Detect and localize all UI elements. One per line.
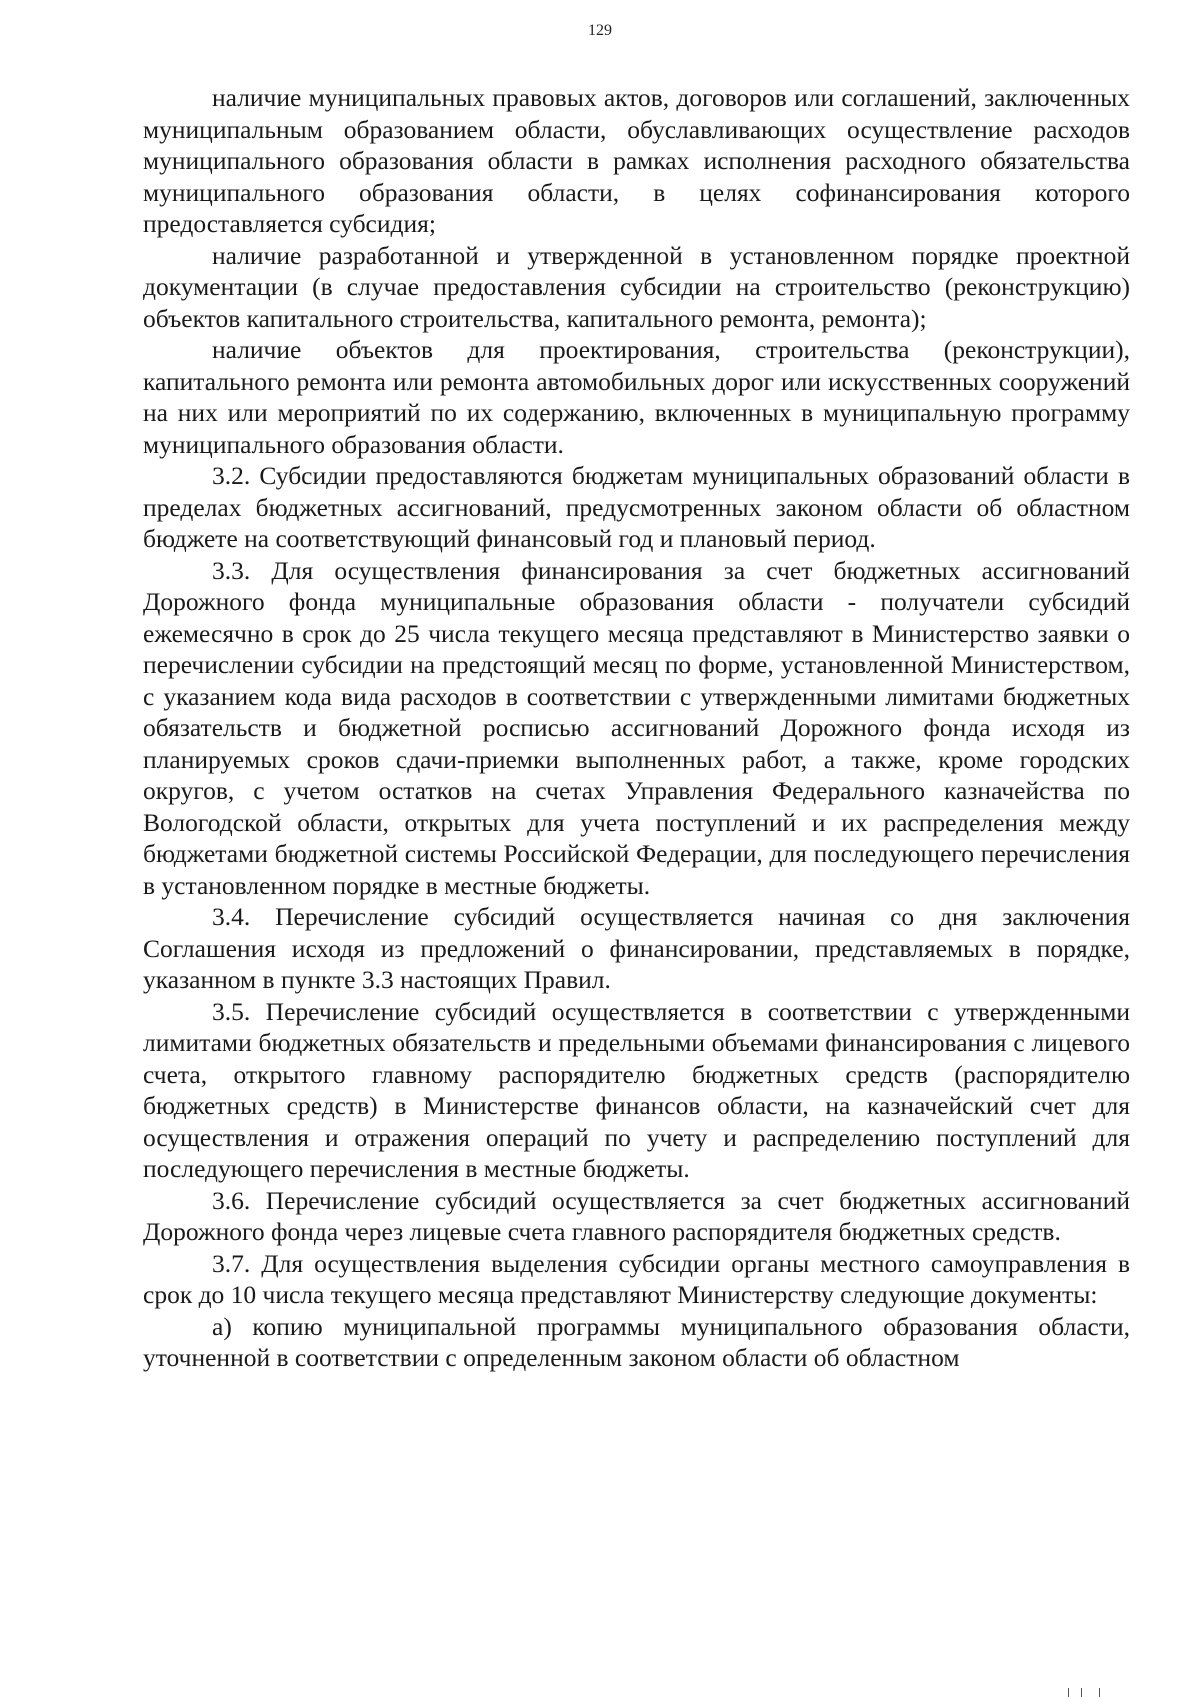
paragraph-3-7: 3.7. Для осуществления выделения субсидии органы местного самоуправления в срок до 10 числа текущего месяца представляют Министерству следующие документы: bbox=[143, 1248, 1130, 1309]
scan-edge-mark bbox=[1068, 1688, 1100, 1697]
paragraph-legal-acts: наличие муниципальных правовых актов, договоров или соглашений, заключенных муниципальным образованием области, обуславливающих осуществление расходов муниципального образования области в рамках исполнения расходного обязательства муниципального образования области, в целях софинансирования которого предоставляется субсидия; bbox=[143, 83, 1130, 238]
paragraph-3-3: 3.3. Для осуществления финансирования за счет бюджетных ассигнований Дорожного фонда муниципальные образования области - получатели субсидий ежемесячно в срок до 25 числа текущего месяца представляют в Министерство заявки о перечислении субсидии на предстоящий месяц по форме, установленной Министерством, с указанием кода вида расходов в соответствии с утвержденными лимитами бюджетных обязательств и бюджетной росписью ассигнований Дорожного фонда исходя из планируемых сроков сдачи-приемки выполненных работ, а также, кроме городских округов, с учетом остатков на счетах Управления Федерального казначейства по Вологодской области, открытых для учета поступлений и их распределения между бюджетами бюджетной системы Российской Федерации, для последующего перечисления в установленном порядке в местные бюджеты. bbox=[143, 555, 1130, 900]
paragraph-3-4: 3.4. Перечисление субсидий осуществляется начиная со дня заключения Соглашения исходя из предложений о финансировании, представляемых в порядке, указанном в пункте 3.3 настоящих Правил. bbox=[143, 902, 1130, 994]
paragraph-road-objects: наличие объектов для проектирования, строительства (реконструкции), капитального ремонта или ремонта автомобильных дорог или искусственных сооружений на них или мероприятий по их содержанию, включенных в муниципальную программу муниципального образования области. bbox=[143, 335, 1130, 459]
page-number: 129 bbox=[588, 22, 612, 39]
paragraph-3-2: 3.2. Субсидии предоставляются бюджетам муниципальных образований области в пределах бюджетных ассигнований, предусмотренных законом области об областном бюджете на соответствующий финансовый год и плановый период. bbox=[143, 461, 1130, 553]
paragraph-item-a: а) копию муниципальной программы муниципального образования области, уточненной в соответствии с определенным законом области об областном bbox=[143, 1311, 1130, 1372]
paragraph-3-5: 3.5. Перечисление субсидий осуществляется в соответствии с утвержденными лимитами бюджетных обязательств и предельными объемами финансирования с лицевого счета, открытого главному распорядителю бюджетных средств (распорядителю бюджетных средств) в Министерстве финансов области, на казначейский счет для осуществления и отражения операций по учету и распределению поступлений для последующего перечисления в местные бюджеты. bbox=[143, 996, 1130, 1183]
paragraph-3-6: 3.6. Перечисление субсидий осуществляется за счет бюджетных ассигнований Дорожного фонда через лицевые счета главного распорядителя бюджетных средств. bbox=[143, 1185, 1130, 1246]
paragraph-project-documentation: наличие разработанной и утвержденной в установленном порядке проектной документации (в случае предоставления субсидии на строительство (реконструкцию) объектов капитального строительства, капитального ремонта, ремонта); bbox=[143, 240, 1130, 333]
document-body bbox=[143, 82, 1130, 1374]
